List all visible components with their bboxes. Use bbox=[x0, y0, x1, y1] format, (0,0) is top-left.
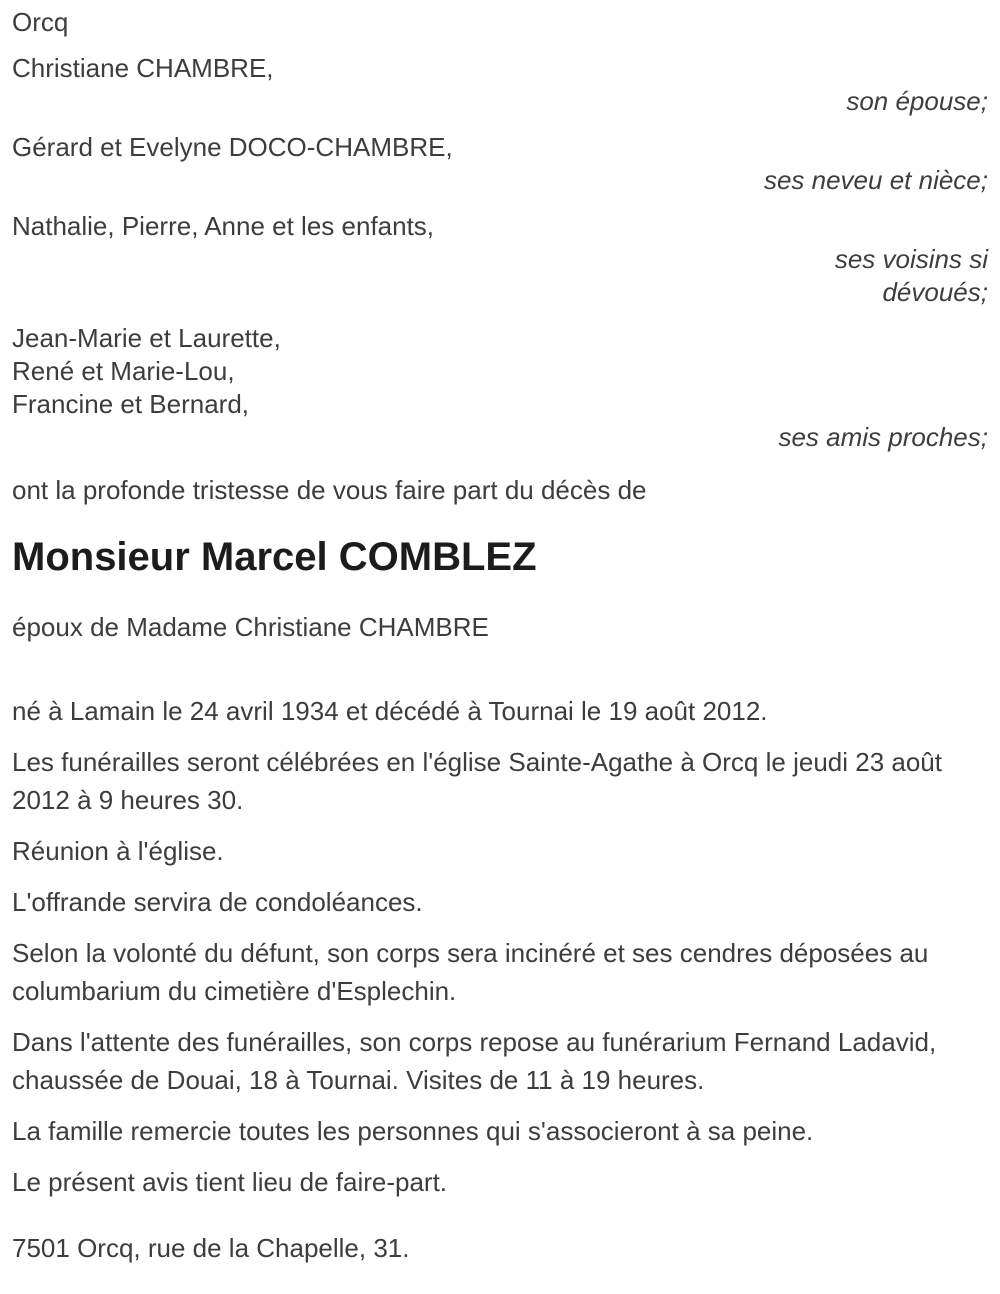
family-names: Nathalie, Pierre, Anne et les enfants, bbox=[12, 211, 435, 241]
family-group-nephew-niece bbox=[12, 131, 988, 197]
cremation-line: Selon la volonté du défunt, son corps sera incinéré et ses cendres déposées au columbarium du cimetière d'Esplechin. bbox=[12, 938, 929, 1006]
family-group-spouse bbox=[12, 52, 988, 118]
intro-line: ont la profonde tristesse de vous faire part du décès de bbox=[12, 475, 647, 505]
birth-death-line: né à Lamain le 24 avril 1934 et décédé à Tournai le 19 août 2012. bbox=[12, 696, 768, 726]
family-names: Jean-Marie et Laurette, bbox=[12, 323, 281, 353]
relation-label: ses neveu et nièce; bbox=[763, 165, 988, 195]
deceased-name-heading: Monsieur Marcel COMBLEZ bbox=[12, 535, 537, 579]
family-names: Christiane CHAMBRE, bbox=[12, 53, 274, 83]
family-group-neighbours bbox=[12, 210, 988, 309]
family-names: René et Marie-Lou, bbox=[12, 356, 235, 386]
address-line: 7501 Orcq, rue de la Chapelle, 31. bbox=[12, 1233, 410, 1263]
relation-label: son épouse; bbox=[846, 86, 988, 116]
thanks-line: La famille remercie toutes les personnes qui s'associeront à sa peine. bbox=[12, 1116, 814, 1146]
relation-label: ses amis proches; bbox=[778, 422, 988, 452]
family-group-friends bbox=[12, 322, 988, 454]
family-names: Francine et Bernard, bbox=[12, 389, 250, 419]
faire-part-line: Le présent avis tient lieu de faire-part. bbox=[12, 1167, 448, 1197]
funeral-ceremony-line: Les funérailles seront célébrées en l'église Sainte-Agathe à Orcq le jeudi 23 août 2012 à 9 heures 30. bbox=[12, 747, 942, 815]
meeting-line: Réunion à l'église. bbox=[12, 836, 224, 866]
spouse-line: époux de Madame Christiane CHAMBRE bbox=[12, 612, 489, 642]
offering-line: L'offrande servira de condoléances. bbox=[12, 887, 423, 917]
relation-label: ses voisins si bbox=[834, 244, 988, 274]
family-names: Gérard et Evelyne DOCO-CHAMBRE, bbox=[12, 132, 453, 162]
relation-label: dévoués; bbox=[882, 277, 988, 307]
city-line: Orcq bbox=[12, 7, 69, 37]
funerarium-line: Dans l'attente des funérailles, son corps repose au funérarium Fernand Ladavid, chaussée de Douai, 18 à Tournai. Visites de 11 à 19 heures. bbox=[12, 1027, 937, 1095]
